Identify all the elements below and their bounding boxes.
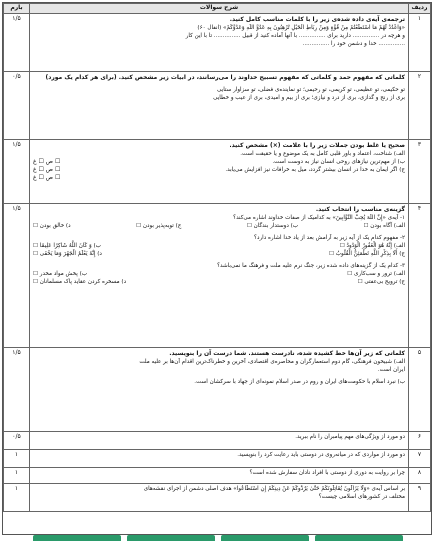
question-row-1 [4,14,431,72]
option[interactable]: الف) ترور و سب‌کاری ☐ [347,271,405,277]
option[interactable]: د) مسخره کردن عقاید پاک مسلمانان ☐ [33,279,127,285]
true-false-checkboxes[interactable]: ص ☐ غ ☐ [33,166,61,173]
option[interactable]: ج) توبه‌پذیر بودن ☐ [136,223,182,229]
question-number: ۷ [409,450,431,468]
question-score: ۱/۵ [4,348,30,432]
question-line: ایران است. [377,367,405,373]
question-score: ۱/۵ [4,140,30,204]
question-line: الف) شبیخون فرهنگی، گام دوم استعمارگران و محاصره‌ی اقتصادی، آخرین و خطرناک‌ترین اقدام آن‌ها بر علیه ملت [139,359,405,365]
option[interactable]: د) خالق بودن ☐ [33,223,71,229]
question-line: چرا بر روایت به دوری از دوستی با افراد نادان سفارش شده است؟ [249,470,405,476]
question-number: ۴ [409,204,431,348]
question-number: ۳ [409,140,431,204]
question-row-2 [4,72,431,140]
bottom-tab-strip [0,535,435,541]
question-row-3 [4,140,431,204]
question-title: صحیح یا غلط بودن جملات زیر را با علامت (×) مشخص کنید. [229,142,405,149]
true-false-checkboxes[interactable]: ص ☐ غ ☐ [33,158,61,165]
bottom-tab[interactable] [315,535,403,541]
question-score: ۱ [4,484,30,512]
question-score: ۱/۵ [4,204,30,348]
question-score: ۰/۵ [4,72,30,140]
question-title: کلماتی که مفهوم حمد و کلماتی که مفهوم تسبیح خداوند را می‌رسانند، در ابیات زیر مشخص کنید. (برای هر کدام یک مورد) [45,74,405,81]
option[interactable]: ج) ترویج بی‌عفتی ☐ [357,279,405,285]
question-line: الف) شناخت، اعتماد و باور قلبی کامل به یک موضوع و یا حقیقت است. [240,151,405,157]
true-false-checkboxes[interactable]: ص ☐ غ ☐ [33,174,61,181]
question-line: دو مورد از مواردی که در میانه‌روی در دوستی باید رعایت کرد را بنویسید. [237,452,405,458]
question-line: تو حکیمی، تو عظیمی، تو کریمی، تو رحیمی؛ تو نماینده‌ی فضلی، تو سزاوار ستایی [217,87,405,93]
question-row-4 [4,204,431,348]
question-row-9 [4,484,431,512]
sub-question: ۳- کدام یک از گزینه‌های داده شده زیر، جنگ نرم علیه ملت و فرهنگ ما نمی‌باشد؟ [217,263,405,269]
exam-table [3,3,431,512]
option[interactable]: ب) وَ كَانَ اللَّهُ شَاكِرًا عَلِيمًا ☐ [33,243,101,249]
question-line: مختلف در کشورهای اسلامی چیست؟ [318,494,405,500]
question-row-6 [4,432,431,450]
question-row-8 [4,468,431,484]
question-line: ............... خدا و دشمن خود را ............... [302,41,405,47]
question-row-7 [4,450,431,468]
bottom-tab[interactable] [221,535,309,541]
question-line: «وَاعْدُدْ لَهُمْ مَا اسْتَطَعْتُمْ مِنْ قُوَّةٍ وَمِنْ رِبَاطِ الْخَيْلِ تُرْهِبُونَ بِهِ عَدُوَّ اللَّهِ وَعَدُوَّكُمْ» (انفال ۶۰) [197,25,405,31]
question-line: و هرچه در ............... دارید برای ............... با آنها آماده کنید از قبیل ............... تا با این کار [185,33,405,39]
bottom-tab[interactable] [33,535,121,541]
option[interactable]: د) إِنَّهُ يَعْلَمُ الْجَهْرَ وَمَا يَخْفَى ☐ [33,251,102,257]
question-number: ۵ [409,348,431,432]
sub-question: ۲- مفهوم کدام یک از آیه زیر به آرامش بعد از یاد خدا اشاره دارد؟ [254,235,405,241]
question-line: ب) از مهم‌ترین نیازهای روحی انسان نیاز به دوست است. [272,159,405,165]
question-line: ج) اگر ایمان به خدا در انسان بیشتر گردد، میل به خرافات نیز افزایش می‌یابد. [225,167,405,173]
question-title: گزینه‌ی مناسب را انتخاب کنید. [315,206,405,213]
option[interactable]: الف) آگاه بودن ☐ [363,223,405,229]
option[interactable]: الف) إِنَّهُ هُوَ الْغَفُورُ الْوَدُودُ ☐ [339,243,405,249]
question-score: ۱ [4,450,30,468]
question-line: دو مورد از ویژگی‌های مهم پیامبران را نام ببرید. [295,434,405,440]
header-barom: بارم [4,4,30,14]
bottom-tab[interactable] [127,535,215,541]
exam-sheet [2,2,432,535]
question-score: ۱/۵ [4,14,30,72]
question-number: ۸ [409,468,431,484]
option[interactable]: ب) پخش مواد مخدر ☐ [33,271,88,277]
question-title: ترجمه‌ی آیه‌ی داده شده‌ی زیر را با کلمات مناسب کامل کنید. [229,16,405,23]
question-number: ۹ [409,484,431,512]
question-number: ۲ [409,72,431,140]
question-title: کلماتی که زیر آن‌ها خط کشیده شده، نادرست هستند. شما درست آن را بنویسید. [169,350,405,357]
option[interactable]: ج) أَلَا بِذِكْرِ اللَّهِ تَطْمَئِنُّ الْقُلُوبُ ☐ [329,251,405,257]
option[interactable]: ب) دوستدار بندگان ☐ [246,223,299,229]
question-line: بر اساس آیه‌ی «وَلَا يَزَالُونَ يُقَاتِلُونَكُمْ حَتَّىٰ يَرُدُّوكُمْ عَنْ دِينِكُمْ إِنِ اسْتَطَاعُوا» هدف اصلی دشمن از اجرای نقشه‌های [143,486,405,492]
header-row [4,4,431,14]
question-score: ۱ [4,468,30,484]
question-row-5 [4,348,431,432]
header-radif: ردیف [409,4,431,14]
sub-question: ۱- آیه‌ی «إِنَّ اللَّهَ يُحِبُّ التَّوَّابِينَ» به کدامیک از صفات خداوند اشاره می‌کند؟ [233,215,405,221]
header-sharh: شرح سوالات [30,4,409,14]
question-number: ۶ [409,432,431,450]
question-score: ۰/۵ [4,432,30,450]
question-line: بری از رنج و گدازی، بری از درد و نیازی؛ بری از بیم و امیدی، بری از عیب و خطایی [213,95,405,101]
question-line: ب) نبرد اسلام با حکومت‌های ایران و روم در صدر اسلام نمونه‌ای از جهاد با سرکشان است. [194,379,405,385]
question-number: ۱ [409,14,431,72]
